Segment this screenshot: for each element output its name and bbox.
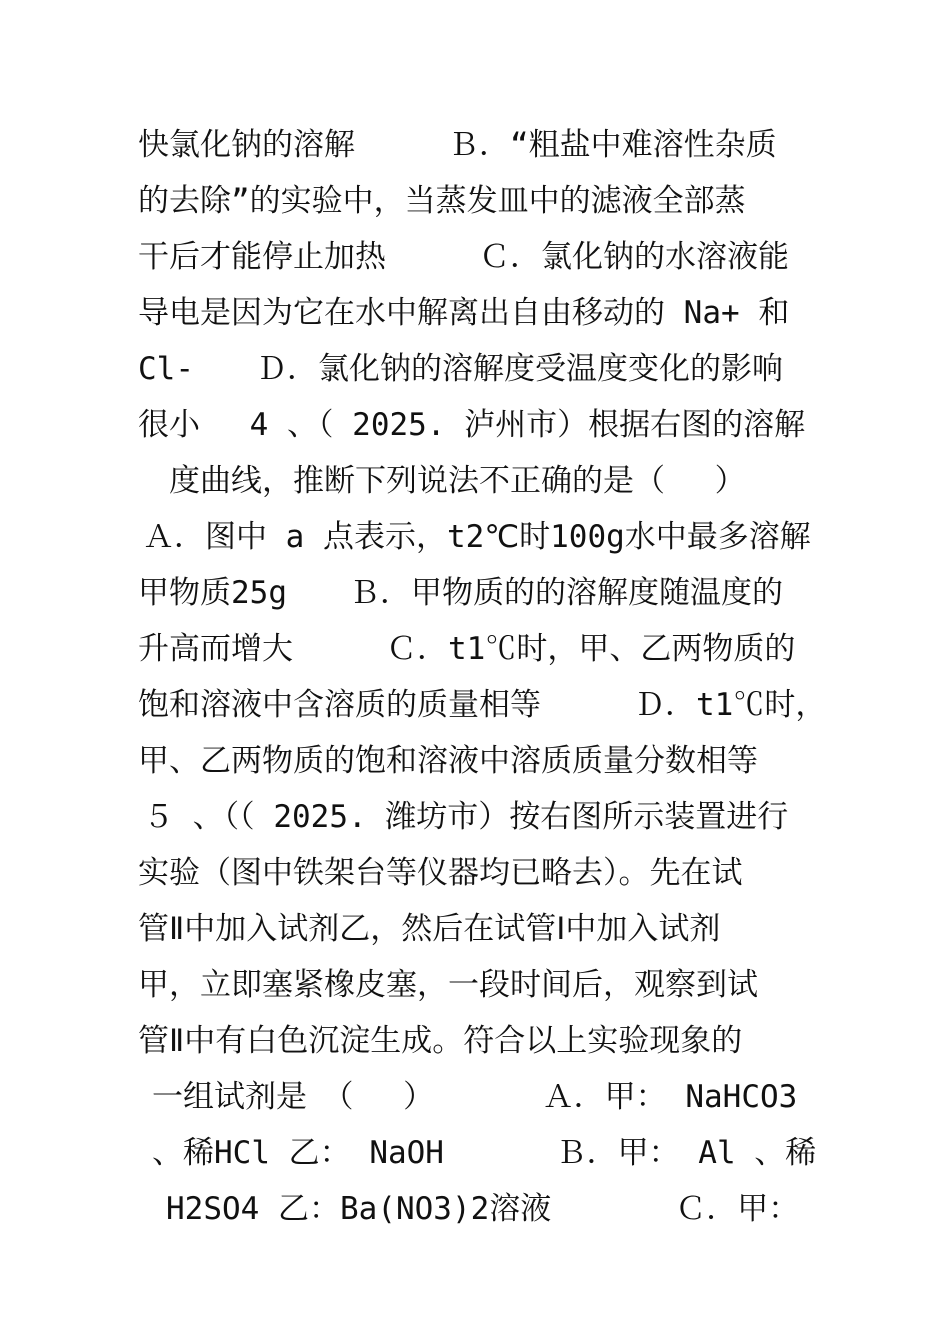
- text-line-11: 饱和溶液中含溶质的质量相等 Ｄ．t1℃时，: [138, 687, 827, 723]
- text-line-4: 导电是因为它在水中解离出自由移动的 Na+ 和: [138, 295, 790, 331]
- text-line-16: 甲，立即塞紧橡皮塞，一段时间后，观察到试: [138, 967, 758, 1003]
- text-line-12: 甲、乙两物质的饱和溶液中溶质质量分数相等: [138, 743, 758, 779]
- text-line-8: Ａ．图中 a 点表示，t2℃时100g水中最多溶解: [143, 519, 811, 555]
- text-line-2: 的去除”的实验中，当蒸发皿中的滤液全部蒸: [138, 183, 746, 219]
- text-line-19: 、稀HCl 乙： NaOH Ｂ．甲： Al 、稀: [152, 1135, 817, 1171]
- text-line-9: 甲物质25g Ｂ．甲物质的的溶解度随温度的: [138, 575, 783, 611]
- text-line-3: 干后才能停止加热 Ｃ．氯化钠的水溶液能: [138, 239, 789, 275]
- text-line-15: 管Ⅱ中加入试剂乙，然后在试管Ⅰ中加入试剂: [138, 911, 721, 947]
- text-line-18: 一组试剂是 （ ） Ａ．甲： NaHCO3: [152, 1079, 798, 1115]
- text-line-6: 很小 4 、（ 2025. 泸州市）根据右图的溶解: [138, 407, 806, 443]
- text-line-7: 度曲线，推断下列说法不正确的是（ ）: [138, 463, 746, 499]
- text-line-20: H2SO4 乙：Ba(NO3)2溶液 Ｃ．甲：: [166, 1191, 800, 1227]
- text-line-10: 升高而增大 Ｃ．t1℃时，甲、乙两物质的: [138, 631, 796, 667]
- text-line-14: 实验（图中铁架台等仪器均已略去）。先在试: [138, 855, 743, 891]
- text-line-5: Cl- Ｄ．氯化钠的溶解度受温度变化的影响: [138, 351, 783, 387]
- text-line-13: ５ 、（（ 2025. 潍坊市）按右图所示装置进行: [143, 799, 789, 835]
- text-line-17: 管Ⅱ中有白色沉淀生成。符合以上实验现象的: [138, 1023, 743, 1059]
- text-line-1: 快氯化钠的溶解 Ｂ．“粗盐中难溶性杂质: [138, 127, 777, 163]
